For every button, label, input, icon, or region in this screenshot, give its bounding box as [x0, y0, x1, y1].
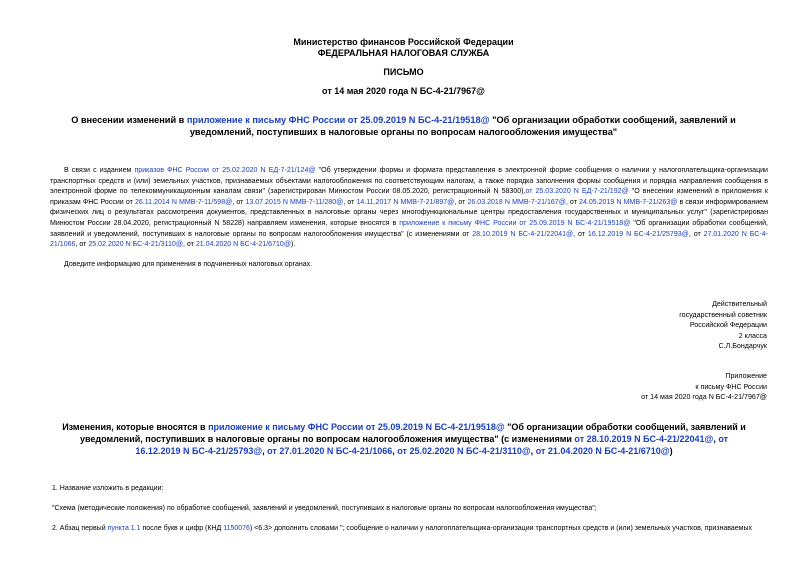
appendix-line: к письму ФНС России: [695, 382, 767, 391]
changes-title: Изменения, которые вносятся в приложение к письму ФНС России от 25.09.2019 N БС-4-21/19518@ "Об организации обработки сообщений, заявлений и уведомлений, поступивших в налоговые органы по вопросам налогообложения имущества" (с изменениями от 28.10.2019 N БС-4-21/22041@, от 16.12.2019 N БС-4-21/25793@, от 27.01.2020 N БС-4-21/1066, от 25.02.2020 N БС-4-21/3110@, от 21.04.2020 N БС-4-21/6710@): [62, 422, 746, 456]
changes-title-link[interactable]: приложение к письму ФНС России от 25.09.2019 N БС-4-21/19518@: [208, 422, 505, 432]
changes-title-link[interactable]: от 28.10.2019 N БС-4-21/22041@: [574, 434, 714, 444]
body-paragraph-2: Доведите информацию для применения в подчиненных налоговых органах.: [64, 261, 313, 268]
signature-line: государственный советник: [679, 310, 767, 319]
body-link[interactable]: 16.12.2019 N БС-4-21/25793@: [587, 230, 689, 238]
letter-title: О внесении изменений в приложение к письму ФНС России от 25.09.2019 N БС-4-21/19518@ "Об организации обработки сообщений, заявлений и уведомлений, поступивших в налоговые органы по вопросам налогообложения имущества": [71, 115, 736, 137]
body-link[interactable]: 14.11.2017 N ММВ-7-21/897@: [356, 198, 455, 206]
body-link[interactable]: 25.02.2020 N БС-4-21/3110@: [88, 241, 183, 249]
changes-title-link[interactable]: от 16.12.2019 N БС-4-21/25793@: [135, 434, 729, 456]
item-1: 1. Название изложить в редакции:: [52, 485, 164, 492]
signature-line: Российской Федерации: [689, 321, 767, 330]
signature-line: Действительный: [712, 300, 767, 308]
appendix-line: от 14 мая 2020 года N БС-4-21/7967@: [641, 393, 767, 402]
body-link[interactable]: 13.07.2015 N ММВ-7-11/280@: [245, 198, 344, 206]
item-2: 2. Абзац первый пункта 1.1 после букв и цифр (КНД 1150076) <6.3> дополнить словами "; сообщение о наличии у налогоплательщика-организации транспортных средств и (или) земельных участков, признаваемых: [52, 525, 753, 532]
appendix-line: Приложение: [725, 372, 767, 380]
body-paragraph-1: В связи с изданием приказов ФНС России от 25.02.2020 N ЕД-7-21/124@ "Об утверждении формы и формата представления в электронной форме сообщения о наличии у налогоплательщика-организации транспортных средств и (или) земельных участков, признаваемых объектами налогообложения по соответствующим налогам, а также порядка заполнения формы сообщения и порядка направления сообщения в электронной форме по телекоммуникационным каналам связи" (зарегистрирован Минюстом России 08.05.2020, регистрационный N 58300),от 25.03.2020 N ЕД-7-21/192@ "О внесении изменений в приложения к приказам ФНС России от 26.11.2014 N ММВ-7-11/598@, от 13.07.2015 N ММВ-7-11/280@, от 14.11.2017 N ММВ-7-21/897@, от 26.03.2018 N ММВ-7-21/167@, от 24.05.2019 N ММВ-7-21/263@ в связи информированием физических лиц о результатах рассмотрения документов, представленных в налоговые органы через многофункциональные центры предоставления государственных и муниципальных услуг" (зарегистрирован Минюстом России 28.04.2020, регистрационный N 58228) направляем изменения, которые вносятся в приложение к письму ФНС России от 25.09.2019 N БС-4-21/19518@ "Об организации обработки сообщений, заявлений и уведомлений, поступивших в налоговые органы по вопросам налогообложения имущества" (с изменениями от 28.10.2019 N БС-4-21/22041@, от 16.12.2019 N БС-4-21/25793@, от 27.01.2020 N БС-4-21/1066, от 25.02.2020 N БС-4-21/3110@, от 21.04.2020 N БС-4-21/6710@).: [50, 167, 768, 249]
appendix-reference: [547, 371, 767, 403]
body-link[interactable]: 28.10.2019 N БС-4-21/22041@: [472, 230, 574, 238]
body-link[interactable]: 26.11.2014 N ММВ-7-11/598@: [134, 198, 233, 206]
service-name: ФЕДЕРАЛЬНАЯ НАЛОГОВАЯ СЛУЖБА: [317, 48, 490, 58]
signature-block: [567, 299, 767, 352]
signer-name: С.Л.Бондарчук: [718, 342, 767, 351]
ministry-name: Министерство финансов Российской Федерации: [293, 37, 514, 47]
document-date-number: от 14 мая 2020 года N БС-4-21/7967@: [322, 86, 485, 96]
body-link[interactable]: 24.05.2019 N ММВ-7-21/263@: [579, 198, 678, 206]
body-link[interactable]: 26.03.2018 N ММВ-7-21/167@: [467, 198, 566, 206]
body-link[interactable]: 21.04.2020 N БС-4-21/6710@: [195, 241, 292, 249]
item-1-quote: "Схема (методические положения) по обработке сообщений, заявлений и уведомлений, поступивших в налоговые органы по вопросам налогообложения имущества";: [52, 505, 597, 512]
item-link[interactable]: 1150076: [223, 525, 250, 532]
body-link[interactable]: от 25.03.2020 N ЕД-7-21/192@: [525, 188, 629, 196]
changes-title-link[interactable]: от 27.01.2020 N БС-4-21/1066: [267, 446, 393, 456]
signature-line: 2 класса: [738, 331, 767, 340]
changes-title-link[interactable]: от 25.02.2020 N БС-4-21/3110@: [397, 446, 531, 456]
body-link[interactable]: 27.01.2020 N БС-4-21/1066: [50, 230, 768, 249]
title-link[interactable]: приложение к письму ФНС России от 25.09.2019 N БС-4-21/19518@: [186, 115, 490, 125]
document-type: ПИСЬМО: [383, 67, 424, 77]
body-link[interactable]: приложение к письму ФНС России от 25.09.2019 N БС-4-21/19518@: [399, 219, 631, 227]
body-link[interactable]: приказов ФНС России от 25.02.2020 N ЕД-7-21/124@: [134, 167, 316, 174]
item-link[interactable]: пункта 1.1: [107, 525, 141, 532]
changes-title-link[interactable]: от 21.04.2020 N БС-4-21/6710@: [535, 446, 670, 456]
